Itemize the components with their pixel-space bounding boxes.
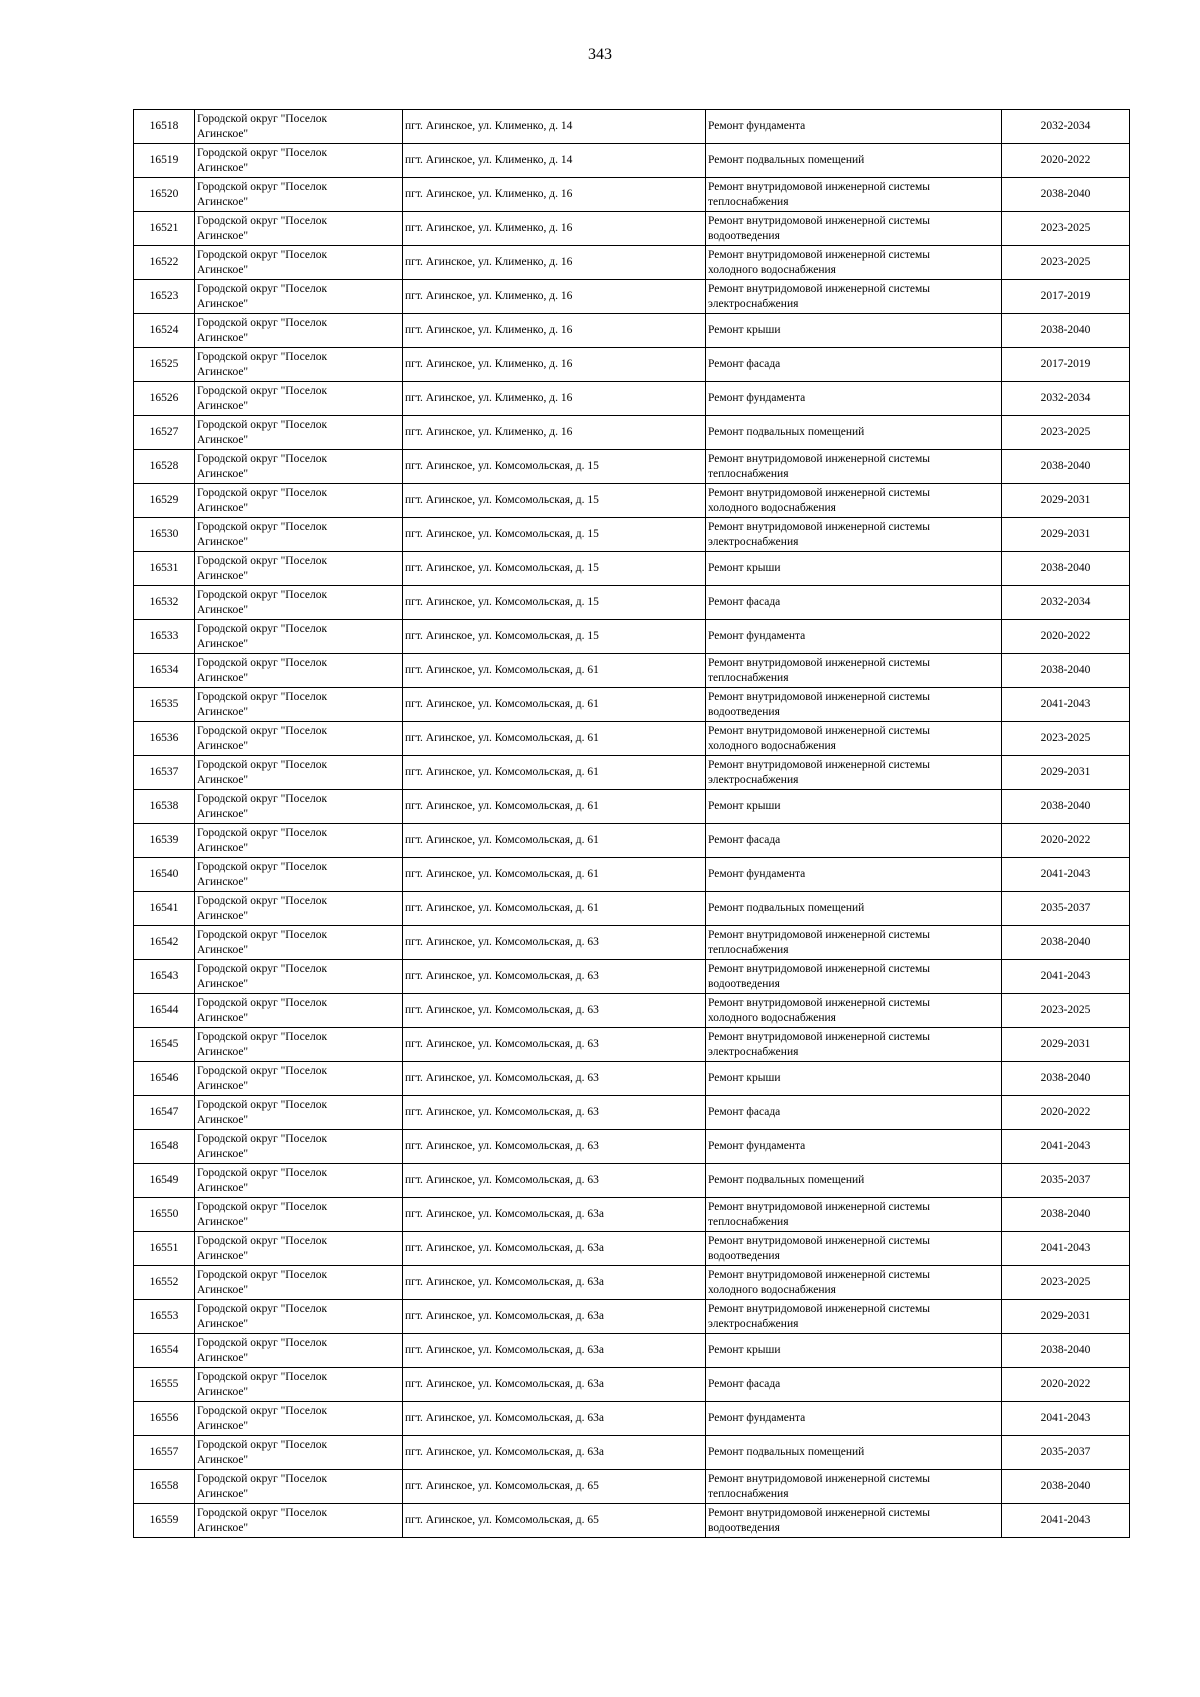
period-cell: 2038-2040 bbox=[1002, 178, 1130, 212]
address-cell: пгт. Агинское, ул. Клименко, д. 16 bbox=[403, 314, 706, 348]
municipality-cell: Городской округ "Поселок Агинское" bbox=[195, 246, 403, 280]
period-cell: 2038-2040 bbox=[1002, 450, 1130, 484]
period-cell: 2032-2034 bbox=[1002, 586, 1130, 620]
address-cell: пгт. Агинское, ул. Комсомольская, д. 63 bbox=[403, 1164, 706, 1198]
row-number: 16558 bbox=[134, 1470, 195, 1504]
table-row bbox=[134, 1334, 1130, 1368]
address-cell: пгт. Агинское, ул. Клименко, д. 14 bbox=[403, 144, 706, 178]
period-cell: 2023-2025 bbox=[1002, 246, 1130, 280]
row-number: 16540 bbox=[134, 858, 195, 892]
municipality-cell: Городской округ "Поселок Агинское" bbox=[195, 1062, 403, 1096]
row-number: 16551 bbox=[134, 1232, 195, 1266]
row-number: 16532 bbox=[134, 586, 195, 620]
table-body bbox=[134, 110, 1130, 1538]
address-cell: пгт. Агинское, ул. Комсомольская, д. 61 bbox=[403, 892, 706, 926]
address-cell: пгт. Агинское, ул. Комсомольская, д. 65 bbox=[403, 1504, 706, 1538]
address-cell: пгт. Агинское, ул. Комсомольская, д. 63 bbox=[403, 960, 706, 994]
municipality-cell: Городской округ "Поселок Агинское" bbox=[195, 1028, 403, 1062]
work-type-cell: Ремонт внутридомовой инженерной системы водоотведения bbox=[706, 688, 1002, 722]
table-row bbox=[134, 994, 1130, 1028]
work-type-cell: Ремонт фасада bbox=[706, 1096, 1002, 1130]
address-cell: пгт. Агинское, ул. Комсомольская, д. 15 bbox=[403, 552, 706, 586]
municipality-cell: Городской округ "Поселок Агинское" bbox=[195, 144, 403, 178]
row-number: 16557 bbox=[134, 1436, 195, 1470]
table-row bbox=[134, 110, 1130, 144]
row-number: 16547 bbox=[134, 1096, 195, 1130]
period-cell: 2041-2043 bbox=[1002, 1232, 1130, 1266]
municipality-cell: Городской округ "Поселок Агинское" bbox=[195, 416, 403, 450]
work-type-cell: Ремонт подвальных помещений bbox=[706, 1164, 1002, 1198]
work-type-cell: Ремонт внутридомовой инженерной системы холодного водоснабжения bbox=[706, 246, 1002, 280]
table-row bbox=[134, 1470, 1130, 1504]
row-number: 16524 bbox=[134, 314, 195, 348]
period-cell: 2020-2022 bbox=[1002, 1096, 1130, 1130]
period-cell: 2020-2022 bbox=[1002, 144, 1130, 178]
period-cell: 2023-2025 bbox=[1002, 212, 1130, 246]
row-number: 16526 bbox=[134, 382, 195, 416]
work-type-cell: Ремонт фундамента bbox=[706, 620, 1002, 654]
table-row bbox=[134, 144, 1130, 178]
period-cell: 2029-2031 bbox=[1002, 484, 1130, 518]
work-type-cell: Ремонт внутридомовой инженерной системы электроснабжения bbox=[706, 1300, 1002, 1334]
period-cell: 2041-2043 bbox=[1002, 858, 1130, 892]
municipality-cell: Городской округ "Поселок Агинское" bbox=[195, 1232, 403, 1266]
table-row bbox=[134, 1096, 1130, 1130]
municipality-cell: Городской округ "Поселок Агинское" bbox=[195, 1504, 403, 1538]
address-cell: пгт. Агинское, ул. Комсомольская, д. 65 bbox=[403, 1470, 706, 1504]
period-cell: 2038-2040 bbox=[1002, 654, 1130, 688]
address-cell: пгт. Агинское, ул. Комсомольская, д. 63а bbox=[403, 1266, 706, 1300]
municipality-cell: Городской округ "Поселок Агинское" bbox=[195, 314, 403, 348]
table-row bbox=[134, 348, 1130, 382]
table-row bbox=[134, 620, 1130, 654]
work-type-cell: Ремонт внутридомовой инженерной системы водоотведения bbox=[706, 1504, 1002, 1538]
address-cell: пгт. Агинское, ул. Комсомольская, д. 61 bbox=[403, 824, 706, 858]
table-row bbox=[134, 824, 1130, 858]
municipality-cell: Городской округ "Поселок Агинское" bbox=[195, 926, 403, 960]
work-type-cell: Ремонт фундамента bbox=[706, 858, 1002, 892]
period-cell: 2038-2040 bbox=[1002, 552, 1130, 586]
period-cell: 2038-2040 bbox=[1002, 1334, 1130, 1368]
table-row bbox=[134, 960, 1130, 994]
work-type-cell: Ремонт крыши bbox=[706, 1062, 1002, 1096]
work-type-cell: Ремонт внутридомовой инженерной системы холодного водоснабжения bbox=[706, 484, 1002, 518]
work-type-cell: Ремонт внутридомовой инженерной системы электроснабжения bbox=[706, 280, 1002, 314]
address-cell: пгт. Агинское, ул. Комсомольская, д. 61 bbox=[403, 688, 706, 722]
period-cell: 2041-2043 bbox=[1002, 688, 1130, 722]
table-row bbox=[134, 178, 1130, 212]
municipality-cell: Городской округ "Поселок Агинское" bbox=[195, 1266, 403, 1300]
page-number: 343 bbox=[588, 46, 612, 63]
table-row bbox=[134, 484, 1130, 518]
row-number: 16544 bbox=[134, 994, 195, 1028]
period-cell: 2032-2034 bbox=[1002, 110, 1130, 144]
address-cell: пгт. Агинское, ул. Комсомольская, д. 15 bbox=[403, 620, 706, 654]
row-number: 16559 bbox=[134, 1504, 195, 1538]
address-cell: пгт. Агинское, ул. Комсомольская, д. 15 bbox=[403, 450, 706, 484]
address-cell: пгт. Агинское, ул. Клименко, д. 16 bbox=[403, 246, 706, 280]
municipality-cell: Городской округ "Поселок Агинское" bbox=[195, 1334, 403, 1368]
row-number: 16552 bbox=[134, 1266, 195, 1300]
municipality-cell: Городской округ "Поселок Агинское" bbox=[195, 756, 403, 790]
row-number: 16533 bbox=[134, 620, 195, 654]
address-cell: пгт. Агинское, ул. Комсомольская, д. 61 bbox=[403, 654, 706, 688]
row-number: 16537 bbox=[134, 756, 195, 790]
period-cell: 2041-2043 bbox=[1002, 960, 1130, 994]
municipality-cell: Городской округ "Поселок Агинское" bbox=[195, 1096, 403, 1130]
municipality-cell: Городской округ "Поселок Агинское" bbox=[195, 1164, 403, 1198]
work-type-cell: Ремонт внутридомовой инженерной системы электроснабжения bbox=[706, 518, 1002, 552]
table-row bbox=[134, 280, 1130, 314]
table-row bbox=[134, 688, 1130, 722]
period-cell: 2020-2022 bbox=[1002, 620, 1130, 654]
work-type-cell: Ремонт фундамента bbox=[706, 1130, 1002, 1164]
table-row bbox=[134, 1028, 1130, 1062]
table-row bbox=[134, 1232, 1130, 1266]
work-type-cell: Ремонт внутридомовой инженерной системы водоотведения bbox=[706, 212, 1002, 246]
work-type-cell: Ремонт внутридомовой инженерной системы электроснабжения bbox=[706, 1028, 1002, 1062]
municipality-cell: Городской округ "Поселок Агинское" bbox=[195, 824, 403, 858]
work-type-cell: Ремонт внутридомовой инженерной системы теплоснабжения bbox=[706, 926, 1002, 960]
row-number: 16548 bbox=[134, 1130, 195, 1164]
row-number: 16549 bbox=[134, 1164, 195, 1198]
address-cell: пгт. Агинское, ул. Клименко, д. 16 bbox=[403, 416, 706, 450]
table-row bbox=[134, 722, 1130, 756]
municipality-cell: Городской округ "Поселок Агинское" bbox=[195, 110, 403, 144]
address-cell: пгт. Агинское, ул. Комсомольская, д. 63 bbox=[403, 1130, 706, 1164]
address-cell: пгт. Агинское, ул. Клименко, д. 16 bbox=[403, 280, 706, 314]
address-cell: пгт. Агинское, ул. Комсомольская, д. 63а bbox=[403, 1300, 706, 1334]
work-type-cell: Ремонт внутридомовой инженерной системы холодного водоснабжения bbox=[706, 1266, 1002, 1300]
row-number: 16545 bbox=[134, 1028, 195, 1062]
period-cell: 2038-2040 bbox=[1002, 1198, 1130, 1232]
address-cell: пгт. Агинское, ул. Комсомольская, д. 63а bbox=[403, 1368, 706, 1402]
municipality-cell: Городской округ "Поселок Агинское" bbox=[195, 1300, 403, 1334]
row-number: 16529 bbox=[134, 484, 195, 518]
work-type-cell: Ремонт внутридомовой инженерной системы электроснабжения bbox=[706, 756, 1002, 790]
period-cell: 2017-2019 bbox=[1002, 280, 1130, 314]
table-row bbox=[134, 450, 1130, 484]
table-row bbox=[134, 790, 1130, 824]
period-cell: 2029-2031 bbox=[1002, 518, 1130, 552]
address-cell: пгт. Агинское, ул. Комсомольская, д. 63а bbox=[403, 1198, 706, 1232]
municipality-cell: Городской округ "Поселок Агинское" bbox=[195, 382, 403, 416]
municipality-cell: Городской округ "Поселок Агинское" bbox=[195, 722, 403, 756]
period-cell: 2038-2040 bbox=[1002, 1062, 1130, 1096]
address-cell: пгт. Агинское, ул. Комсомольская, д. 15 bbox=[403, 484, 706, 518]
municipality-cell: Городской округ "Поселок Агинское" bbox=[195, 1368, 403, 1402]
work-type-cell: Ремонт фасада bbox=[706, 1368, 1002, 1402]
work-type-cell: Ремонт крыши bbox=[706, 552, 1002, 586]
period-cell: 2038-2040 bbox=[1002, 926, 1130, 960]
work-type-cell: Ремонт внутридомовой инженерной системы теплоснабжения bbox=[706, 1470, 1002, 1504]
municipality-cell: Городской округ "Поселок Агинское" bbox=[195, 960, 403, 994]
address-cell: пгт. Агинское, ул. Клименко, д. 16 bbox=[403, 382, 706, 416]
period-cell: 2029-2031 bbox=[1002, 1028, 1130, 1062]
row-number: 16525 bbox=[134, 348, 195, 382]
address-cell: пгт. Агинское, ул. Клименко, д. 14 bbox=[403, 110, 706, 144]
address-cell: пгт. Агинское, ул. Клименко, д. 16 bbox=[403, 212, 706, 246]
table-row bbox=[134, 1062, 1130, 1096]
table-row bbox=[134, 654, 1130, 688]
table-row bbox=[134, 518, 1130, 552]
address-cell: пгт. Агинское, ул. Комсомольская, д. 63 bbox=[403, 1096, 706, 1130]
period-cell: 2023-2025 bbox=[1002, 994, 1130, 1028]
work-type-cell: Ремонт подвальных помещений bbox=[706, 416, 1002, 450]
period-cell: 2020-2022 bbox=[1002, 1368, 1130, 1402]
work-type-cell: Ремонт подвальных помещений bbox=[706, 1436, 1002, 1470]
address-cell: пгт. Агинское, ул. Комсомольская, д. 63 bbox=[403, 1062, 706, 1096]
municipality-cell: Городской округ "Поселок Агинское" bbox=[195, 178, 403, 212]
table-row bbox=[134, 1436, 1130, 1470]
period-cell: 2023-2025 bbox=[1002, 1266, 1130, 1300]
address-cell: пгт. Агинское, ул. Комсомольская, д. 61 bbox=[403, 858, 706, 892]
municipality-cell: Городской округ "Поселок Агинское" bbox=[195, 280, 403, 314]
period-cell: 2035-2037 bbox=[1002, 1164, 1130, 1198]
municipality-cell: Городской округ "Поселок Агинское" bbox=[195, 552, 403, 586]
municipality-cell: Городской округ "Поселок Агинское" bbox=[195, 654, 403, 688]
work-type-cell: Ремонт фасада bbox=[706, 586, 1002, 620]
municipality-cell: Городской округ "Поселок Агинское" bbox=[195, 518, 403, 552]
row-number: 16519 bbox=[134, 144, 195, 178]
municipality-cell: Городской округ "Поселок Агинское" bbox=[195, 1402, 403, 1436]
row-number: 16531 bbox=[134, 552, 195, 586]
municipality-cell: Городской округ "Поселок Агинское" bbox=[195, 1198, 403, 1232]
work-type-cell: Ремонт внутридомовой инженерной системы теплоснабжения bbox=[706, 178, 1002, 212]
period-cell: 2023-2025 bbox=[1002, 722, 1130, 756]
work-type-cell: Ремонт внутридомовой инженерной системы холодного водоснабжения bbox=[706, 722, 1002, 756]
work-type-cell: Ремонт крыши bbox=[706, 1334, 1002, 1368]
table-row bbox=[134, 212, 1130, 246]
row-number: 16542 bbox=[134, 926, 195, 960]
table-row bbox=[134, 1402, 1130, 1436]
address-cell: пгт. Агинское, ул. Клименко, д. 16 bbox=[403, 348, 706, 382]
period-cell: 2038-2040 bbox=[1002, 314, 1130, 348]
address-cell: пгт. Агинское, ул. Комсомольская, д. 63 bbox=[403, 994, 706, 1028]
table-row bbox=[134, 756, 1130, 790]
period-cell: 2041-2043 bbox=[1002, 1402, 1130, 1436]
period-cell: 2029-2031 bbox=[1002, 1300, 1130, 1334]
work-type-cell: Ремонт крыши bbox=[706, 790, 1002, 824]
address-cell: пгт. Агинское, ул. Клименко, д. 16 bbox=[403, 178, 706, 212]
work-type-cell: Ремонт крыши bbox=[706, 314, 1002, 348]
table-row bbox=[134, 382, 1130, 416]
address-cell: пгт. Агинское, ул. Комсомольская, д. 15 bbox=[403, 586, 706, 620]
row-number: 16530 bbox=[134, 518, 195, 552]
municipality-cell: Городской округ "Поселок Агинское" bbox=[195, 484, 403, 518]
row-number: 16528 bbox=[134, 450, 195, 484]
row-number: 16546 bbox=[134, 1062, 195, 1096]
work-type-cell: Ремонт внутридомовой инженерной системы теплоснабжения bbox=[706, 654, 1002, 688]
municipality-cell: Городской округ "Поселок Агинское" bbox=[195, 688, 403, 722]
work-type-cell: Ремонт внутридомовой инженерной системы холодного водоснабжения bbox=[706, 994, 1002, 1028]
period-cell: 2038-2040 bbox=[1002, 1470, 1130, 1504]
row-number: 16535 bbox=[134, 688, 195, 722]
period-cell: 2020-2022 bbox=[1002, 824, 1130, 858]
municipality-cell: Городской округ "Поселок Агинское" bbox=[195, 348, 403, 382]
table-row bbox=[134, 858, 1130, 892]
table-row bbox=[134, 892, 1130, 926]
work-type-cell: Ремонт фундамента bbox=[706, 110, 1002, 144]
table-row bbox=[134, 1198, 1130, 1232]
period-cell: 2017-2019 bbox=[1002, 348, 1130, 382]
table-row bbox=[134, 1368, 1130, 1402]
row-number: 16518 bbox=[134, 110, 195, 144]
work-type-cell: Ремонт подвальных помещений bbox=[706, 892, 1002, 926]
municipality-cell: Городской округ "Поселок Агинское" bbox=[195, 892, 403, 926]
table-row bbox=[134, 1266, 1130, 1300]
municipality-cell: Городской округ "Поселок Агинское" bbox=[195, 858, 403, 892]
work-type-cell: Ремонт внутридомовой инженерной системы теплоснабжения bbox=[706, 1198, 1002, 1232]
repair-schedule-table bbox=[133, 109, 1130, 1538]
row-number: 16522 bbox=[134, 246, 195, 280]
work-type-cell: Ремонт внутридомовой инженерной системы водоотведения bbox=[706, 1232, 1002, 1266]
row-number: 16550 bbox=[134, 1198, 195, 1232]
table-row bbox=[134, 1164, 1130, 1198]
address-cell: пгт. Агинское, ул. Комсомольская, д. 61 bbox=[403, 756, 706, 790]
table-row bbox=[134, 314, 1130, 348]
address-cell: пгт. Агинское, ул. Комсомольская, д. 63а bbox=[403, 1232, 706, 1266]
row-number: 16556 bbox=[134, 1402, 195, 1436]
municipality-cell: Городской округ "Поселок Агинское" bbox=[195, 586, 403, 620]
work-type-cell: Ремонт подвальных помещений bbox=[706, 144, 1002, 178]
address-cell: пгт. Агинское, ул. Комсомольская, д. 63а bbox=[403, 1402, 706, 1436]
municipality-cell: Городской округ "Поселок Агинское" bbox=[195, 212, 403, 246]
row-number: 16534 bbox=[134, 654, 195, 688]
row-number: 16541 bbox=[134, 892, 195, 926]
work-type-cell: Ремонт внутридомовой инженерной системы теплоснабжения bbox=[706, 450, 1002, 484]
municipality-cell: Городской округ "Поселок Агинское" bbox=[195, 790, 403, 824]
table-row bbox=[134, 246, 1130, 280]
work-type-cell: Ремонт фасада bbox=[706, 824, 1002, 858]
address-cell: пгт. Агинское, ул. Комсомольская, д. 61 bbox=[403, 722, 706, 756]
municipality-cell: Городской округ "Поселок Агинское" bbox=[195, 450, 403, 484]
work-type-cell: Ремонт фасада bbox=[706, 348, 1002, 382]
table-row bbox=[134, 586, 1130, 620]
table-row bbox=[134, 926, 1130, 960]
address-cell: пгт. Агинское, ул. Комсомольская, д. 63 bbox=[403, 926, 706, 960]
period-cell: 2035-2037 bbox=[1002, 1436, 1130, 1470]
period-cell: 2041-2043 bbox=[1002, 1504, 1130, 1538]
table-row bbox=[134, 1130, 1130, 1164]
table-row bbox=[134, 1504, 1130, 1538]
address-cell: пгт. Агинское, ул. Комсомольская, д. 15 bbox=[403, 518, 706, 552]
row-number: 16538 bbox=[134, 790, 195, 824]
municipality-cell: Городской округ "Поселок Агинское" bbox=[195, 1470, 403, 1504]
row-number: 16554 bbox=[134, 1334, 195, 1368]
period-cell: 2041-2043 bbox=[1002, 1130, 1130, 1164]
address-cell: пгт. Агинское, ул. Комсомольская, д. 63 bbox=[403, 1028, 706, 1062]
table-row bbox=[134, 1300, 1130, 1334]
row-number: 16521 bbox=[134, 212, 195, 246]
period-cell: 2032-2034 bbox=[1002, 382, 1130, 416]
table-row bbox=[134, 552, 1130, 586]
row-number: 16555 bbox=[134, 1368, 195, 1402]
table-row bbox=[134, 416, 1130, 450]
period-cell: 2035-2037 bbox=[1002, 892, 1130, 926]
row-number: 16527 bbox=[134, 416, 195, 450]
row-number: 16536 bbox=[134, 722, 195, 756]
period-cell: 2023-2025 bbox=[1002, 416, 1130, 450]
work-type-cell: Ремонт фундамента bbox=[706, 1402, 1002, 1436]
address-cell: пгт. Агинское, ул. Комсомольская, д. 61 bbox=[403, 790, 706, 824]
address-cell: пгт. Агинское, ул. Комсомольская, д. 63а bbox=[403, 1334, 706, 1368]
address-cell: пгт. Агинское, ул. Комсомольская, д. 63а bbox=[403, 1436, 706, 1470]
row-number: 16543 bbox=[134, 960, 195, 994]
row-number: 16553 bbox=[134, 1300, 195, 1334]
work-type-cell: Ремонт внутридомовой инженерной системы водоотведения bbox=[706, 960, 1002, 994]
municipality-cell: Городской округ "Поселок Агинское" bbox=[195, 620, 403, 654]
row-number: 16539 bbox=[134, 824, 195, 858]
period-cell: 2038-2040 bbox=[1002, 790, 1130, 824]
row-number: 16523 bbox=[134, 280, 195, 314]
row-number: 16520 bbox=[134, 178, 195, 212]
period-cell: 2029-2031 bbox=[1002, 756, 1130, 790]
municipality-cell: Городской округ "Поселок Агинское" bbox=[195, 1436, 403, 1470]
work-type-cell: Ремонт фундамента bbox=[706, 382, 1002, 416]
municipality-cell: Городской округ "Поселок Агинское" bbox=[195, 1130, 403, 1164]
municipality-cell: Городской округ "Поселок Агинское" bbox=[195, 994, 403, 1028]
